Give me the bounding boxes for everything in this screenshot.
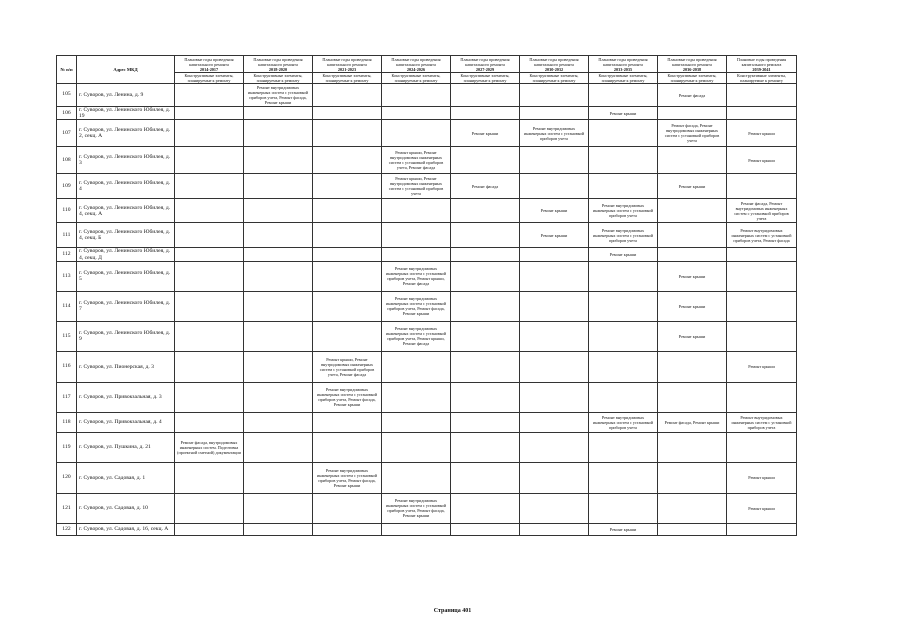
period-header — [244, 56, 313, 73]
period-years: 2039-2041 — [752, 66, 771, 72]
repair-work-cell — [658, 462, 727, 493]
row-number: 108 — [57, 147, 77, 174]
period-header — [451, 56, 520, 73]
repair-work-cell — [451, 291, 520, 321]
building-address: г. Суворов, ул. Ленинского Юбилея, д. 3 — [77, 147, 175, 174]
repair-work-cell: Ремонт фасада, внутридомовых инженерных систем. Подготовка (проектной сметной) документации — [175, 432, 244, 462]
repair-work-cell — [727, 321, 797, 351]
repair-work-cell — [727, 261, 797, 291]
repair-work-cell: Ремонт крыши — [589, 523, 658, 535]
repair-work-cell — [451, 261, 520, 291]
repair-work-cell — [727, 432, 797, 462]
repair-work-cell — [382, 199, 451, 223]
building-address: г. Суворов, ул. Ленина, д. 9 — [77, 84, 175, 107]
building-address: г. Суворов, ул. Привокзальная, д. 3 — [77, 382, 175, 412]
repair-work-cell — [175, 84, 244, 107]
repair-work-cell: Ремонт крыши — [727, 147, 797, 174]
table-row — [57, 174, 797, 199]
repair-work-cell — [658, 493, 727, 523]
period-title: Плановые годы проведения капитального ремонта — [184, 56, 234, 67]
repair-work-cell — [175, 261, 244, 291]
repair-work-cell — [382, 120, 451, 147]
repair-work-cell — [451, 432, 520, 462]
building-address: г. Суворов, ул. Пушкина, д. 21 — [77, 432, 175, 462]
repair-work-cell — [175, 291, 244, 321]
period-header — [382, 56, 451, 73]
repair-work-cell — [175, 412, 244, 432]
period-years: 2024-2026 — [406, 66, 426, 72]
building-address: г. Суворов, ул. Ленинского Юбилея, д. 9 — [77, 321, 175, 351]
repair-work-cell — [244, 147, 313, 174]
table-row — [57, 351, 797, 382]
repair-work-cell — [520, 248, 589, 261]
repair-work-cell: Ремонт крыши — [658, 174, 727, 199]
repair-work-cell — [520, 351, 589, 382]
repair-work-cell: Ремонт крыши — [658, 291, 727, 321]
repair-work-cell — [244, 120, 313, 147]
table-row — [57, 493, 797, 523]
period-subheader: Конструктивные элементы, планируемые к ремонту — [589, 73, 658, 84]
row-number: 121 — [57, 493, 77, 523]
period-title: Плановые годы проведения капитального ремонта — [391, 56, 441, 67]
row-number: 105 — [57, 84, 77, 107]
repair-work-cell: Ремонт крыши — [520, 223, 589, 248]
repair-work-cell — [589, 462, 658, 493]
repair-work-cell — [589, 321, 658, 351]
repair-work-cell — [382, 412, 451, 432]
repair-work-cell — [175, 223, 244, 248]
period-subheader: Конструктивные элементы, планируемые к ремонту — [451, 73, 520, 84]
building-address: г. Суворов, ул. Садовая, д. 16, секц. А — [77, 523, 175, 535]
repair-work-cell — [313, 248, 382, 261]
repair-work-cell — [589, 291, 658, 321]
building-address: г. Суворов, ул. Ленинского Юбилея, д. 4, секц. Д — [77, 248, 175, 261]
repair-work-cell — [520, 382, 589, 412]
row-number: 120 — [57, 462, 77, 493]
repair-work-cell — [658, 147, 727, 174]
repair-work-cell: Ремонт внутридомовых инженерных систем с установкой приборов учета — [589, 223, 658, 248]
repair-work-cell: Ремонт внутридомовых инженерных систем с установкой приборов учета — [727, 412, 797, 432]
repair-work-cell — [175, 120, 244, 147]
repair-work-cell — [727, 248, 797, 261]
repair-work-cell — [451, 412, 520, 432]
period-header — [520, 56, 589, 73]
period-years: 2021-2023 — [337, 66, 357, 72]
period-header — [589, 56, 658, 73]
repair-work-cell — [589, 120, 658, 147]
repair-work-cell — [313, 199, 382, 223]
repair-work-cell — [175, 248, 244, 261]
repair-work-cell — [244, 382, 313, 412]
repair-work-cell: Ремонт внутридомовых инженерных систем с установкой приборов учета — [589, 199, 658, 223]
period-years: 2030-2032 — [544, 66, 564, 72]
table-header — [57, 56, 797, 84]
program-sheet — [56, 55, 796, 536]
period-header — [313, 56, 382, 73]
row-number: 119 — [57, 432, 77, 462]
capital-repair-table — [56, 55, 797, 536]
row-number: 112 — [57, 248, 77, 261]
repair-work-cell: Ремонт внутридомовых инженерных систем с установкой приборов учета, Ремонт крыши, Ремонт фасада — [382, 261, 451, 291]
period-subheader: Конструктивные элементы, планируемые к ремонту — [658, 73, 727, 84]
repair-work-cell — [244, 223, 313, 248]
period-title: Плановые годы проведения капитального ремонта — [322, 56, 372, 67]
table-row — [57, 147, 797, 174]
repair-work-cell — [244, 248, 313, 261]
repair-work-cell — [175, 493, 244, 523]
repair-work-cell: Ремонт крыши, Ремонт внутридомовых инженерных систем с установкой приборов учета, Ремонт фасада — [382, 147, 451, 174]
repair-work-cell — [175, 321, 244, 351]
repair-work-cell: Ремонт крыши — [727, 462, 797, 493]
repair-work-cell — [658, 523, 727, 535]
repair-work-cell — [244, 493, 313, 523]
repair-work-cell — [451, 147, 520, 174]
repair-work-cell — [658, 248, 727, 261]
repair-work-cell — [382, 432, 451, 462]
repair-work-cell — [658, 382, 727, 412]
repair-work-cell — [451, 462, 520, 493]
repair-work-cell — [244, 174, 313, 199]
repair-work-cell — [589, 432, 658, 462]
repair-work-cell — [244, 107, 313, 120]
repair-work-cell: Ремонт крыши, Ремонт внутридомовых инженерных систем с установкой приборов учета, Ремонт фасада — [313, 351, 382, 382]
repair-work-cell: Ремонт крыши — [451, 120, 520, 147]
building-address: г. Суворов, ул. Садовая, д. 10 — [77, 493, 175, 523]
table-body — [57, 84, 797, 536]
repair-work-cell: Ремонт крыши — [658, 321, 727, 351]
repair-work-cell — [313, 291, 382, 321]
repair-work-cell — [382, 523, 451, 535]
table-row — [57, 321, 797, 351]
repair-work-cell — [313, 223, 382, 248]
table-row — [57, 84, 797, 107]
table-row — [57, 248, 797, 261]
repair-work-cell — [382, 351, 451, 382]
repair-work-cell: Ремонт внутридомовых инженерных систем с установкой приборов учета, Ремонт крыши, Ремонт фасада — [382, 321, 451, 351]
repair-work-cell — [520, 523, 589, 535]
repair-work-cell — [589, 493, 658, 523]
repair-work-cell — [175, 523, 244, 535]
table-row — [57, 412, 797, 432]
repair-work-cell: Ремонт внутридомовых инженерных систем с установкой приборов учета, Ремонт фасада, Ремонт крыши — [382, 493, 451, 523]
row-number: 107 — [57, 120, 77, 147]
table-row — [57, 291, 797, 321]
repair-work-cell — [520, 291, 589, 321]
repair-work-cell — [175, 382, 244, 412]
period-header — [175, 56, 244, 73]
repair-work-cell: Ремонт фасада — [451, 174, 520, 199]
repair-work-cell — [175, 107, 244, 120]
repair-work-cell — [520, 84, 589, 107]
period-years: 2014-2017 — [199, 66, 219, 72]
period-title: Плановые годы проведения капитального ремонта — [598, 56, 648, 67]
table-row — [57, 107, 797, 120]
repair-work-cell — [451, 223, 520, 248]
repair-work-cell — [451, 248, 520, 261]
repair-work-cell — [727, 174, 797, 199]
repair-work-cell — [589, 351, 658, 382]
repair-work-cell — [313, 261, 382, 291]
period-header — [727, 56, 797, 73]
repair-work-cell — [520, 174, 589, 199]
repair-work-cell — [451, 84, 520, 107]
table-row — [57, 462, 797, 493]
row-number: 109 — [57, 174, 77, 199]
building-address: г. Суворов, ул. Ленинского Юбилея, д. 2, секц. А — [77, 120, 175, 147]
repair-work-cell — [175, 199, 244, 223]
repair-work-cell: Ремонт внутридомовых инженерных систем с установкой приборов учета — [589, 412, 658, 432]
repair-work-cell — [658, 107, 727, 120]
repair-work-cell: Ремонт фасада, Ремонт крыши — [658, 412, 727, 432]
period-years: 2033-2035 — [613, 66, 633, 72]
repair-work-cell — [175, 462, 244, 493]
repair-work-cell — [244, 321, 313, 351]
row-number: 114 — [57, 291, 77, 321]
building-address: г. Суворов, ул. Садовая, д. 1 — [77, 462, 175, 493]
repair-work-cell — [520, 321, 589, 351]
repair-work-cell — [658, 223, 727, 248]
repair-work-cell — [313, 432, 382, 462]
repair-work-cell — [520, 107, 589, 120]
repair-work-cell — [175, 147, 244, 174]
repair-work-cell — [382, 382, 451, 412]
period-subheader: Конструктивные элементы, планируемые к ремонту — [313, 73, 382, 84]
table-row — [57, 432, 797, 462]
repair-work-cell: Ремонт фасада, Ремонт внутридомовых инженерных систем с установкой приборов учета — [658, 120, 727, 147]
period-years: 2036-2038 — [682, 66, 702, 72]
repair-work-cell — [727, 291, 797, 321]
repair-work-cell — [175, 174, 244, 199]
repair-work-cell — [589, 147, 658, 174]
repair-work-cell — [451, 199, 520, 223]
repair-work-cell — [382, 84, 451, 107]
table-row — [57, 199, 797, 223]
repair-work-cell — [589, 382, 658, 412]
repair-work-cell — [244, 261, 313, 291]
address-column-header: Адрес МКД — [77, 56, 175, 84]
period-title: Плановые годы проведения капитального ремонта — [460, 56, 510, 67]
row-number: 122 — [57, 523, 77, 535]
repair-work-cell — [313, 174, 382, 199]
table-row — [57, 120, 797, 147]
row-number: 117 — [57, 382, 77, 412]
repair-work-cell — [727, 107, 797, 120]
repair-work-cell — [451, 523, 520, 535]
repair-work-cell — [313, 523, 382, 535]
repair-work-cell: Ремонт крыши — [520, 199, 589, 223]
repair-work-cell — [175, 351, 244, 382]
repair-work-cell — [589, 261, 658, 291]
building-address: г. Суворов, ул. Ленинского Юбилея, д. 4, секц. Б — [77, 223, 175, 248]
repair-work-cell: Ремонт крыши — [727, 351, 797, 382]
row-number: 115 — [57, 321, 77, 351]
building-address: г. Суворов, ул. Ленинского Юбилея, д. 4 — [77, 174, 175, 199]
repair-work-cell — [382, 223, 451, 248]
repair-work-cell — [244, 523, 313, 535]
repair-work-cell — [658, 432, 727, 462]
repair-work-cell — [382, 248, 451, 261]
repair-work-cell — [589, 84, 658, 107]
repair-work-cell — [658, 351, 727, 382]
repair-work-cell: Ремонт внутридомовых инженерных систем с установкой приборов учета, Ремонт фасада, Ремонт крыши — [382, 291, 451, 321]
table-row — [57, 523, 797, 535]
repair-work-cell — [313, 147, 382, 174]
table-row — [57, 261, 797, 291]
repair-work-cell — [451, 351, 520, 382]
repair-work-cell — [313, 493, 382, 523]
building-address: г. Суворов, ул. Привокзальная, д. 4 — [77, 412, 175, 432]
repair-work-cell: Ремонт крыши — [589, 107, 658, 120]
repair-work-cell — [520, 493, 589, 523]
row-number: 111 — [57, 223, 77, 248]
repair-work-cell — [244, 199, 313, 223]
repair-work-cell — [313, 412, 382, 432]
repair-work-cell — [313, 84, 382, 107]
repair-work-cell — [520, 147, 589, 174]
repair-work-cell — [313, 107, 382, 120]
period-header — [658, 56, 727, 73]
repair-work-cell — [727, 382, 797, 412]
building-address: г. Суворов, ул. Ленинского Юбилея, д. 7 — [77, 291, 175, 321]
repair-work-cell — [727, 523, 797, 535]
building-address: г. Суворов, ул. Ленинского Юбилея, д. 4, секц. А — [77, 199, 175, 223]
repair-work-cell — [451, 382, 520, 412]
repair-work-cell — [382, 107, 451, 120]
period-subheader: Конструктивные элементы, планируемые к ремонту — [244, 73, 313, 84]
repair-work-cell — [451, 493, 520, 523]
building-address: г. Суворов, ул. Ленинского Юбилея, д. 19 — [77, 107, 175, 120]
repair-work-cell — [244, 432, 313, 462]
period-title: Плановые годы проведения капитального ремонта — [736, 56, 787, 67]
repair-work-cell — [244, 412, 313, 432]
period-years: 2018-2020 — [268, 66, 288, 72]
period-subheader: Конструктивные элементы, планируемые к ремонту — [175, 73, 244, 84]
period-title: Плановые годы проведения капитального ремонта — [529, 56, 579, 67]
row-number: 118 — [57, 412, 77, 432]
repair-work-cell — [658, 199, 727, 223]
repair-work-cell — [589, 174, 658, 199]
row-number: 110 — [57, 199, 77, 223]
repair-work-cell — [727, 84, 797, 107]
period-subheader: Конструктивные элементы, планируемые к ремонту — [520, 73, 589, 84]
repair-work-cell — [244, 462, 313, 493]
page-number: Страница 401 — [433, 608, 472, 614]
building-address: г. Суворов, ул. Пионерская, д. 3 — [77, 351, 175, 382]
repair-work-cell — [520, 412, 589, 432]
repair-work-cell: Ремонт крыши — [658, 261, 727, 291]
repair-work-cell: Ремонт крыши — [727, 493, 797, 523]
table-row — [57, 223, 797, 248]
row-number: 116 — [57, 351, 77, 382]
repair-work-cell: Ремонт крыши — [589, 248, 658, 261]
repair-work-cell — [451, 321, 520, 351]
repair-work-cell: Ремонт внутридомовых инженерных систем с установкой приборов учета, Ремонт фасада, Ремонт крыши — [313, 382, 382, 412]
repair-work-cell — [244, 291, 313, 321]
table-row — [57, 382, 797, 412]
num-column-header: № п/п — [57, 56, 77, 84]
period-years: 2027-2029 — [475, 66, 495, 72]
repair-work-cell: Ремонт внутридомовых инженерных систем с установкой приборов учета, Ремонт фасада, Ремонт крыши — [244, 84, 313, 107]
repair-work-cell — [313, 321, 382, 351]
row-number: 106 — [57, 107, 77, 120]
repair-work-cell — [520, 462, 589, 493]
repair-work-cell — [520, 261, 589, 291]
repair-work-cell — [451, 107, 520, 120]
repair-work-cell — [382, 462, 451, 493]
repair-work-cell: Ремонт внутридомовых инженерных систем с установкой приборов учета, Ремонт фасада — [727, 223, 797, 248]
repair-work-cell: Ремонт фасада, Ремонт внутридомовых инженерных систем с установкой приборов учета — [727, 199, 797, 223]
repair-work-cell — [244, 351, 313, 382]
period-subheader: Конструктивные элементы, планируемые к ремонту — [727, 73, 797, 84]
period-title: Плановые годы проведения капитального ремонта — [253, 56, 303, 67]
period-title: Плановые годы проведения капитального ремонта — [667, 56, 717, 67]
repair-work-cell: Ремонт внутридомовых инженерных систем с установкой приборов учета, Ремонт фасада, Ремонт крыши — [313, 462, 382, 493]
repair-work-cell — [313, 120, 382, 147]
repair-work-cell: Ремонт фасада — [658, 84, 727, 107]
repair-work-cell: Ремонт внутридомовых инженерных систем с установкой приборов учета — [520, 120, 589, 147]
period-subheader: Конструктивные элементы, планируемые к ремонту — [382, 73, 451, 84]
repair-work-cell: Ремонт крыши — [727, 120, 797, 147]
row-number: 113 — [57, 261, 77, 291]
repair-work-cell: Ремонт крыши, Ремонт внутридомовых инженерных систем с установкой приборов учета — [382, 174, 451, 199]
building-address: г. Суворов, ул. Ленинского Юбилея, д. 5 — [77, 261, 175, 291]
repair-work-cell — [520, 432, 589, 462]
